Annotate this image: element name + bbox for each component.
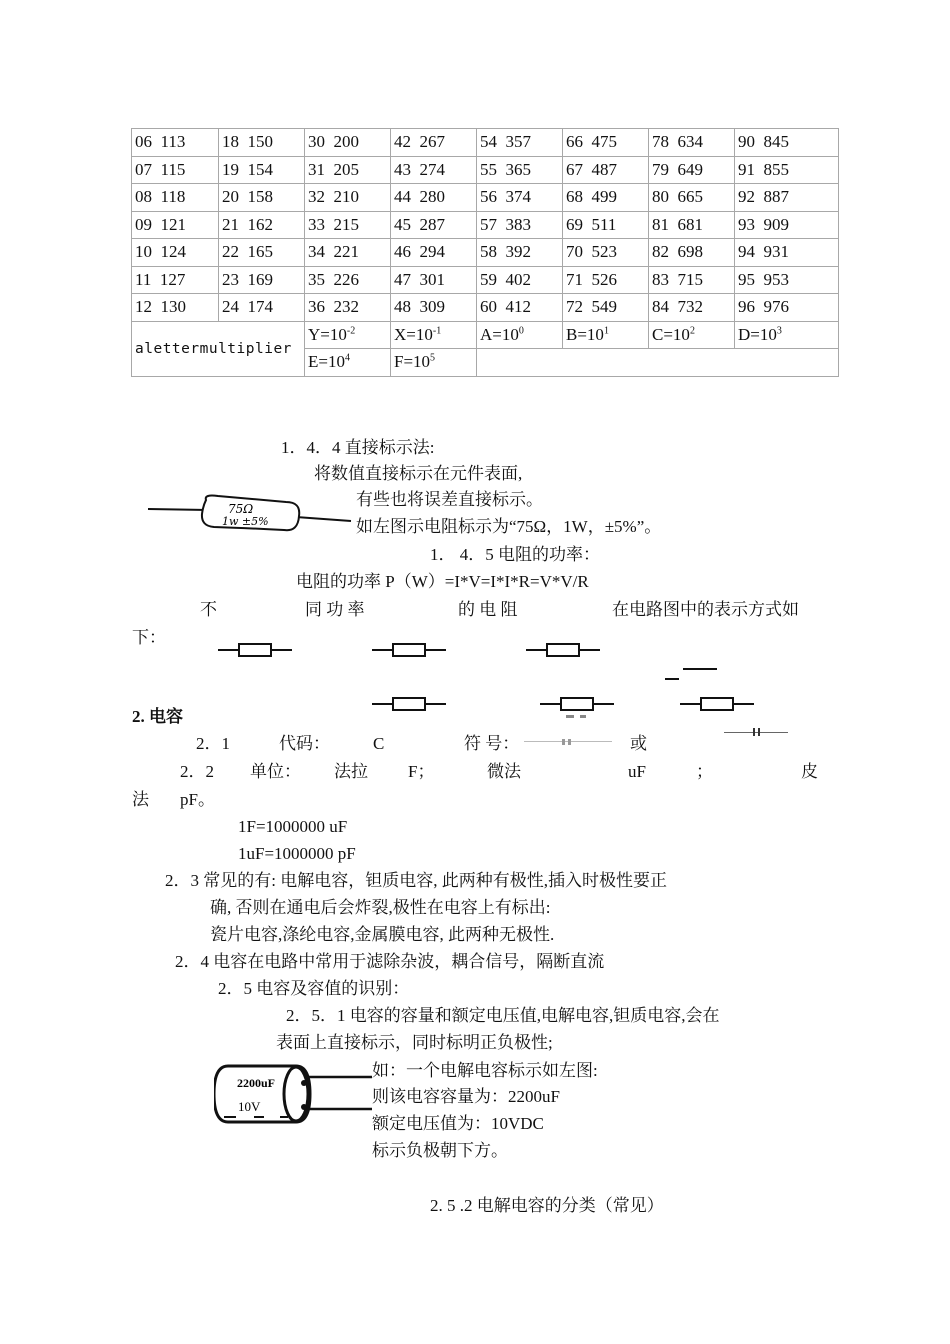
table-cell: 92 887 (735, 184, 839, 212)
table-cell: 72 549 (563, 294, 649, 322)
power-formula: 电阻的功率 P（W）=I*V=I*I*R=V*V/R (296, 572, 589, 591)
table-cell: 69 511 (563, 211, 649, 239)
multiplier-caption: alettermultiplier (132, 321, 305, 376)
unit-uF: uF (628, 762, 646, 781)
section-2-5-1-line: 表面上直接标示，同时标明正负极性; (276, 1033, 553, 1052)
table-cell: 31 205 (305, 156, 391, 184)
table-cell: 91 855 (735, 156, 839, 184)
multiplier-cell: $D=10^3$ (735, 321, 839, 349)
table-cell: 34 221 (305, 239, 391, 267)
paragraph-word: 同 功 率 (305, 600, 365, 619)
table-cell: 42 267 (391, 129, 477, 157)
table-cell: 33 215 (305, 211, 391, 239)
table-cell: 79 649 (649, 156, 735, 184)
or-label: 或 (630, 734, 647, 753)
table-cell: 07 115 (132, 156, 219, 184)
symbol-label: 符 号： (464, 734, 520, 753)
table-cell: 84 732 (649, 294, 735, 322)
code-value: C (373, 734, 385, 753)
capacitor-symbol-small (724, 727, 788, 737)
multiplier-cell: $X=10^{-1}$ (391, 321, 477, 349)
resistor-symbol (372, 695, 446, 713)
table-cell: 81 681 (649, 211, 735, 239)
table-cell: 56 374 (477, 184, 563, 212)
paragraph-line: 将数值直接标示在元件表面, (314, 464, 523, 483)
table-cell: 11 127 (132, 266, 219, 294)
capacitor-symbol-faint (524, 738, 612, 746)
voltage-text: 10V (238, 1099, 261, 1114)
table-cell: 19 154 (219, 156, 305, 184)
table-cell: 71 526 (563, 266, 649, 294)
unit-pico-a: 皮 (801, 762, 818, 781)
multiplier-cell: $B=10^1$ (563, 321, 649, 349)
table-cell: 09 121 (132, 211, 219, 239)
conversion-line: 1F=1000000 uF (238, 817, 348, 836)
table-row (132, 156, 839, 184)
table-cell: 44 280 (391, 184, 477, 212)
example-line: 如：一个电解电容标示如左图: (372, 1061, 598, 1080)
resistor-symbol-step (665, 667, 717, 683)
table-cell: 58 392 (477, 239, 563, 267)
table-cell: 59 402 (477, 266, 563, 294)
example-line: 则该电容容量为：2200uF (372, 1087, 560, 1106)
paragraph-word: 的 电 阻 (458, 600, 518, 619)
table-cell: 68 499 (563, 184, 649, 212)
table-cell: 10 124 (132, 239, 219, 267)
section-2-1-number: 2．1 (196, 734, 230, 753)
table-cell: 18 150 (219, 129, 305, 157)
resistor-symbol (526, 641, 600, 659)
table-cell: 47 301 (391, 266, 477, 294)
unit-micro: 微法 (487, 762, 521, 781)
table-cell: 21 162 (219, 211, 305, 239)
multiplier-cell: $E=10^4$ (305, 349, 391, 377)
resistor-symbol (372, 641, 446, 659)
table-cell: 96 976 (735, 294, 839, 322)
resistor-symbol-bar (540, 695, 614, 721)
table-cell: 95 953 (735, 266, 839, 294)
section-1-4-4-title: 1．4．4 直接标示法: (281, 438, 435, 457)
unit-farad: 法拉 (334, 762, 368, 781)
code-label: 代码： (279, 734, 330, 753)
table-cell: 78 634 (649, 129, 735, 157)
multiplier-row (132, 321, 839, 349)
table-cell: 30 200 (305, 129, 391, 157)
example-line: 标示负极朝下方。 (372, 1141, 508, 1160)
table-cell: 08 118 (132, 184, 219, 212)
empty-cell (477, 349, 839, 377)
paragraph-line: 有些也将误差直接标示。 (356, 490, 543, 509)
table-row (132, 266, 839, 294)
table-cell: 94 931 (735, 239, 839, 267)
section-2-3-line: 2．3 常见的有: 电解电容，钽质电容, 此两种有极性,插入时极性要正 (165, 871, 667, 890)
resistor-code-table (131, 128, 839, 377)
table-cell: 48 309 (391, 294, 477, 322)
multiplier-cell: $F=10^5$ (391, 349, 477, 377)
table-cell: 83 715 (649, 266, 735, 294)
section-2-4-line: 2．4 电容在电路中常用于滤除杂波，耦合信号，隔断直流 (175, 952, 605, 971)
table-row (132, 239, 839, 267)
table-cell: 82 698 (649, 239, 735, 267)
table-cell: 36 232 (305, 294, 391, 322)
electrolytic-capacitor-image (214, 1060, 374, 1130)
resistor-value-text: 75Ω (228, 502, 254, 516)
section-2-2-number: 2．2 (180, 762, 214, 781)
table-cell: 55 365 (477, 156, 563, 184)
table-cell: 54 357 (477, 129, 563, 157)
table-cell: 66 475 (563, 129, 649, 157)
section-2-title: 2. 电容 (132, 707, 183, 726)
table-cell: 57 383 (477, 211, 563, 239)
paragraph-line: 如左图示电阻标示为“75Ω，1W，±5%”。 (356, 517, 662, 536)
table-cell: 43 274 (391, 156, 477, 184)
multiplier-rows (132, 321, 839, 376)
multiplier-cell: $C=10^2$ (649, 321, 735, 349)
paragraph-word: 不 (200, 600, 217, 619)
resistor-image (146, 490, 356, 538)
unit-pico-b: 法 (132, 790, 149, 809)
table-cell: 24 174 (219, 294, 305, 322)
section-2-3-line: 瓷片电容,涤纶电容,金属膜电容, 此两种无极性. (210, 925, 555, 944)
table-cell: 45 287 (391, 211, 477, 239)
section-2-5-2-title: 2. 5 .2 电解电容的分类（常见） (430, 1196, 664, 1215)
conversion-line: 1uF=1000000 pF (238, 844, 356, 863)
table-row (132, 294, 839, 322)
resistor-symbol (218, 641, 292, 659)
table-cell: 23 169 (219, 266, 305, 294)
table-cell: 70 523 (563, 239, 649, 267)
capacitance-text: 2200uF (237, 1076, 276, 1090)
table-cell: 67 487 (563, 156, 649, 184)
table-cell: 90 845 (735, 129, 839, 157)
table-cell: 06 113 (132, 129, 219, 157)
unit-semicolon: ； (696, 762, 713, 781)
unit-F: F； (408, 762, 435, 781)
table-row (132, 184, 839, 212)
table-row (132, 211, 839, 239)
table-cell: 22 165 (219, 239, 305, 267)
multiplier-cell: $A=10^0$ (477, 321, 563, 349)
table-cell: 32 210 (305, 184, 391, 212)
table-row (132, 129, 839, 157)
table-cell: 60 412 (477, 294, 563, 322)
section-2-5-1-line: 2．5．1 电容的容量和额定电压值,电解电容,钽质电容,会在 (286, 1006, 720, 1025)
section-2-3-line: 确, 否则在通电后会炸裂,极性在电容上有标出: (210, 898, 551, 917)
paragraph-line: 下： (132, 628, 166, 647)
table-cell: 46 294 (391, 239, 477, 267)
section-2-5-title: 2．5 电容及容值的识别： (218, 979, 410, 998)
table-cell: 80 665 (649, 184, 735, 212)
multiplier-cell: $Y=10^{-2}$ (305, 321, 391, 349)
table-cell: 35 226 (305, 266, 391, 294)
section-1-4-5-title: 1． 4．5 电阻的功率： (430, 545, 600, 564)
unit-pF: pF。 (180, 790, 215, 809)
resistor-symbol (680, 695, 754, 713)
code-table-body (132, 129, 839, 322)
unit-label: 单位： (250, 762, 301, 781)
example-line: 额定电压值为：10VDC (372, 1114, 544, 1133)
table-cell: 20 158 (219, 184, 305, 212)
resistor-rating-text: 1w ±5% (222, 515, 269, 528)
paragraph-word: 在电路图中的表示方式如 (612, 600, 799, 619)
table-cell: 12 130 (132, 294, 219, 322)
table-cell: 93 909 (735, 211, 839, 239)
